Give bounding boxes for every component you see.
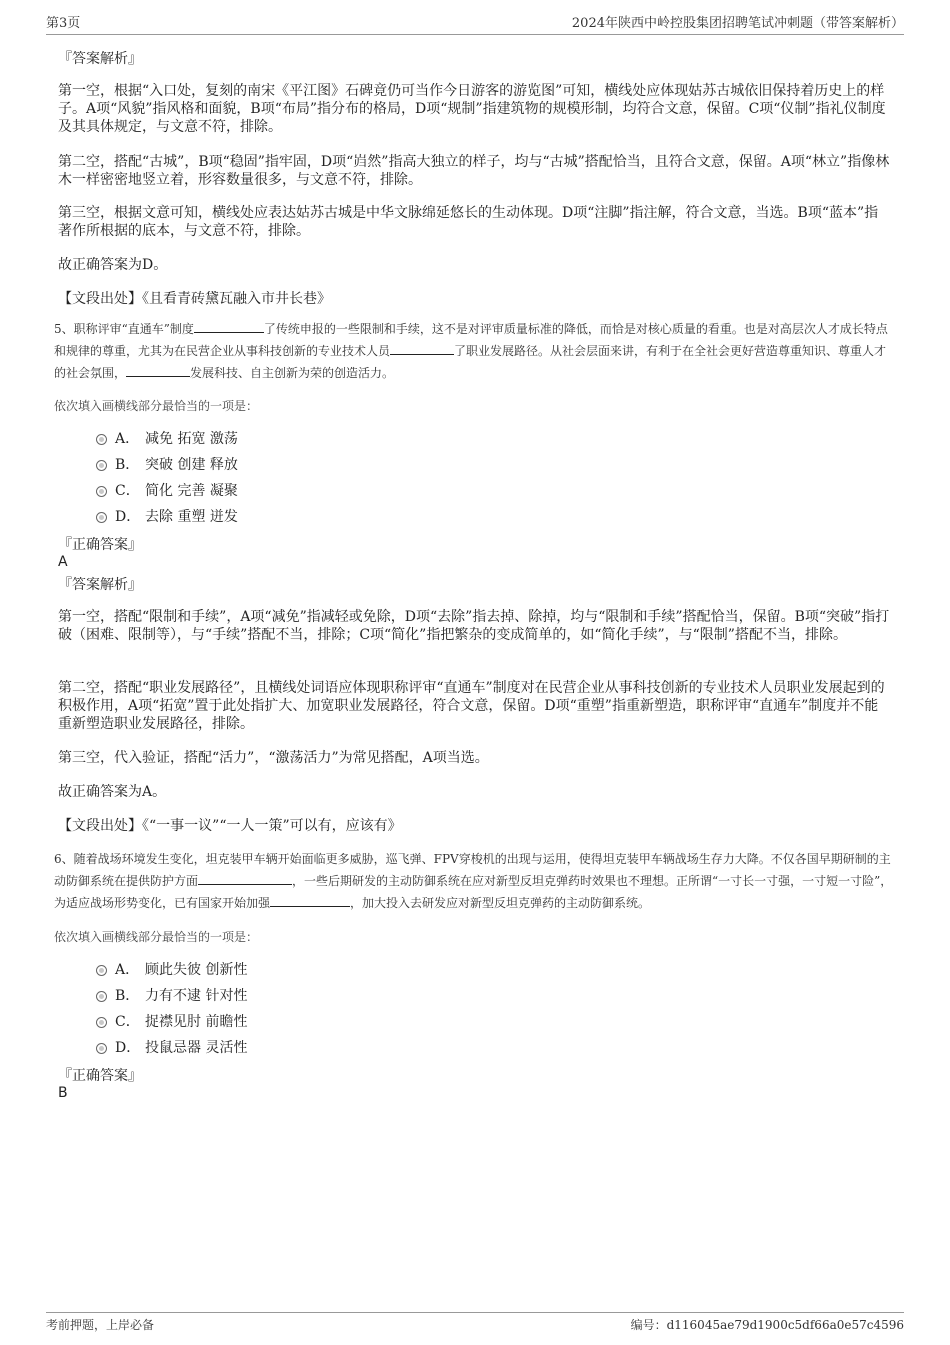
document-id: 编号：d116045ae79d1900c5df66a0e57c4596 — [630, 1318, 904, 1332]
analysis-paragraph: 第二空，搭配“古城”，B项“稳固”指牢固，D项“岿然”指高大独立的样子，均与“古城”搭配恰当，且符合文意，保留。A项“林立”指像林木一样密密地竖立着，形容数量很多，与文意不符，排除。 — [58, 154, 890, 188]
analysis-paragraph: 第三空，代入验证，搭配“活力”，“激荡活力”为常见搭配，A项当选。 — [58, 750, 489, 766]
radio-icon[interactable] — [96, 991, 107, 1002]
question-prompt: 依次填入画横线部分最恰当的一项是： — [54, 930, 259, 944]
analysis-paragraph: 第一空，搭配“限制和手续”，A项“减免”指减轻或免除，D项“去除”指去掉、除掉，均与“限制和手续”搭配恰当，保留。B项“突破”指打破（困难、限制等），与“手续”搭配不当，排除；C项“简化”指把繁杂的变成简单的，如“简化手续”，与“限制”搭配不当，排除。 — [58, 609, 890, 643]
fill-blank — [390, 340, 454, 355]
question-stem: 5、职称评审“直通车”制度 了传统申报的一些限制和手续，这不是对评审质量标准的降低，而恰是对核心质量的看重。也是对高层次人才成长特点和规律的尊重，尤其为在民营企业从事科技创新的专业技术人员 了职业发展路径。从社会层面来讲，有利于在全社会更好营造尊重知识、尊重人才的社会氛围， 发展科技、自主创新为荣的创造活力。 — [54, 318, 896, 384]
correct-answer-heading: 『正确答案』 — [58, 537, 142, 553]
page-header — [46, 14, 904, 35]
page-number: 第3页 — [46, 16, 81, 31]
analysis-paragraph: 第二空，搭配“职业发展路径”，且横线处词语应体现职称评审“直通车”制度对在民营企业从事科技创新的专业技术人员职业发展起到的积极作用，A项“拓宽”置于此处指扩大、加宽职业发展路径，符合文意，保留。D项“重塑”指重新塑造，职称评审“直通车”制度并不能重新塑造职业发展路径，排除。 — [58, 680, 885, 732]
radio-icon[interactable] — [96, 486, 107, 497]
answer-conclusion: 故正确答案为D。 — [58, 257, 168, 273]
radio-icon[interactable] — [96, 965, 107, 976]
correct-answer: B — [58, 1085, 68, 1101]
radio-icon[interactable] — [96, 434, 107, 445]
option-c[interactable]: C． 简化 完善 凝聚 — [96, 481, 238, 501]
source-citation: 【文段出处】《“一事一议”“一人一策”可以有，应该有》 — [58, 818, 402, 834]
option-c[interactable]: C． 捉襟见肘 前瞻性 — [96, 1012, 247, 1032]
option-b[interactable]: B． 突破 创建 释放 — [96, 455, 238, 475]
question-prompt: 依次填入画横线部分最恰当的一项是： — [54, 399, 259, 413]
radio-icon[interactable] — [96, 1043, 107, 1054]
answer-conclusion: 故正确答案为A。 — [58, 784, 167, 800]
radio-icon[interactable] — [96, 460, 107, 471]
correct-answer: A — [58, 554, 68, 570]
analysis-paragraph: 第一空，根据“入口处，复刻的南宋《平江图》石碑竟仍可当作今日游客的游览图”可知，横线处应体现姑苏古城依旧保持着历史上的样子。A项“风貌”指风格和面貌，B项“布局”指分布的格局，D项“规制”指建筑物的规模形制，均符合文意，保留。C项“仪制”指礼仪制度及其具体规定，与文意不符，排除。 — [58, 83, 886, 135]
fill-blank — [198, 870, 292, 885]
document-title: 2024年陕西中岭控股集团招聘笔试冲刺题（带答案解析） — [571, 16, 904, 31]
option-d[interactable]: D． 去除 重塑 迸发 — [96, 507, 238, 527]
footer-slogan: 考前押题，上岸必备 — [46, 1318, 155, 1332]
fill-blank — [126, 362, 190, 377]
correct-answer-heading: 『正确答案』 — [58, 1068, 142, 1084]
option-b[interactable]: B． 力有不逮 针对性 — [96, 986, 247, 1006]
option-d[interactable]: D． 投鼠忌器 灵活性 — [96, 1038, 247, 1058]
option-a[interactable]: A． 减免 拓宽 激荡 — [96, 429, 238, 449]
fill-blank — [270, 892, 350, 907]
analysis-paragraph: 第三空，根据文意可知，横线处应表达姑苏古城是中华文脉绵延悠长的生动体现。D项“注脚”指注解，符合文意，当选。B项“蓝本”指著作所根据的底本，与文意不符，排除。 — [58, 205, 879, 239]
page-footer — [46, 1312, 904, 1335]
radio-icon[interactable] — [96, 512, 107, 523]
option-a[interactable]: A． 顾此失彼 创新性 — [96, 960, 247, 980]
question-stem: 6、随着战场环境发生变化，坦克装甲车辆开始面临更多威胁，巡飞弹、FPV穿梭机的出现与运用，使得坦克装甲车辆战场生存力大降。不仅各国早期研制的主动防御系统在提供防护方面 ，一些后期研发的主动防御系统在应对新型反坦克弹药时效果也不理想。正所谓“一寸长一寸强，一寸短一寸险”，为适应战场形势变化，已有国家开始加强 ，加大投入去研发应对新型反坦克弹药的主动防御系统。 — [54, 852, 893, 910]
radio-icon[interactable] — [96, 1017, 107, 1028]
analysis-heading: 『答案解析』 — [58, 51, 142, 67]
source-citation: 【文段出处】《且看青砖黛瓦融入市井长巷》 — [58, 291, 331, 307]
analysis-heading: 『答案解析』 — [58, 577, 142, 593]
fill-blank — [194, 318, 264, 333]
